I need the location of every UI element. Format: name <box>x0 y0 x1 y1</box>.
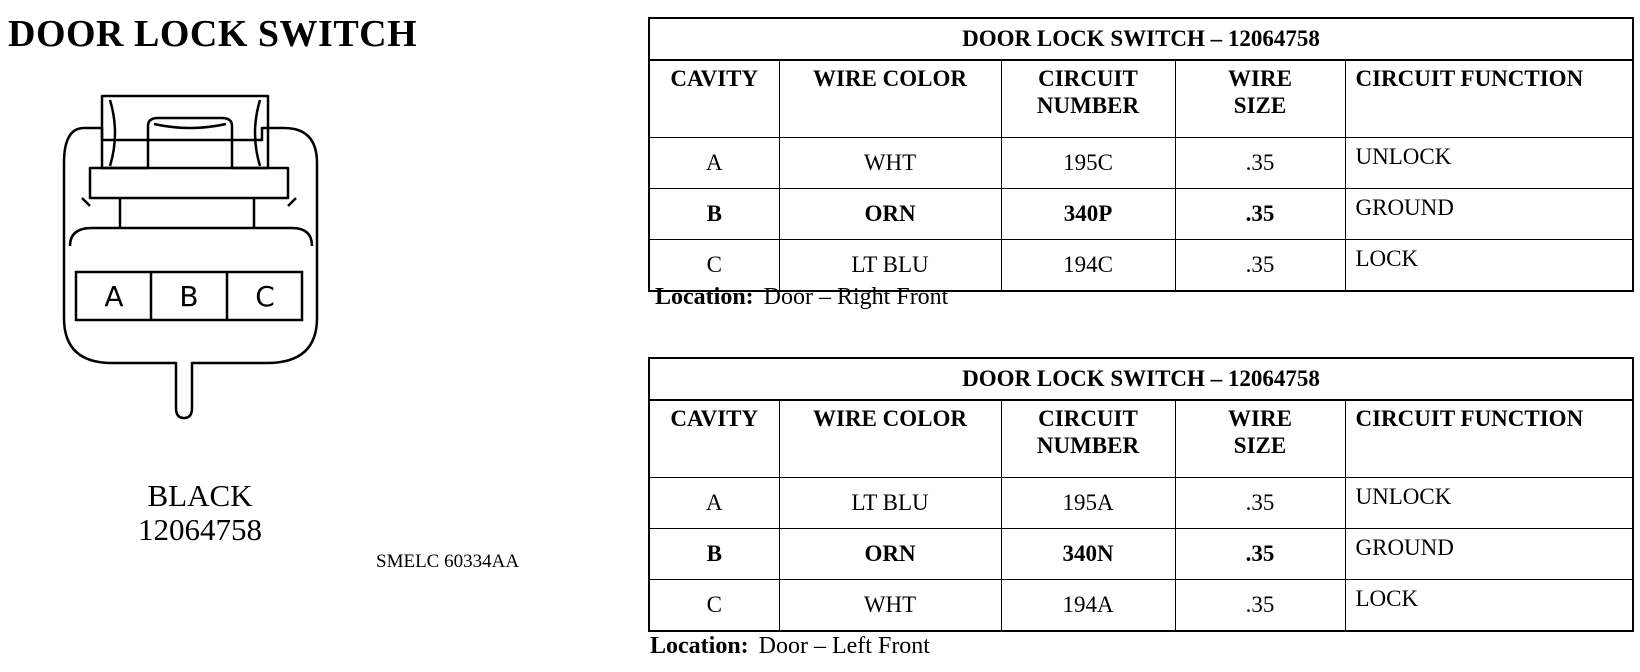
cell-wire-size: .35 <box>1175 189 1345 240</box>
header-wire-size: WIRE SIZE <box>1175 400 1345 478</box>
location-left-front <box>650 633 930 660</box>
cell-circuit-number: 195A <box>1001 478 1175 529</box>
table-header-row <box>649 400 1633 478</box>
table-row <box>649 529 1633 580</box>
cavity-label: B <box>179 280 199 313</box>
pinout-table-right-front <box>648 17 1634 292</box>
table-title: DOOR LOCK SWITCH – 12064758 <box>649 18 1633 60</box>
location-value: Door – Left Front <box>758 633 930 659</box>
cell-wire-size: .35 <box>1175 580 1345 632</box>
cell-wire-color: ORN <box>779 189 1001 240</box>
header-cavity: CAVITY <box>649 400 779 478</box>
table-row <box>649 189 1633 240</box>
pinout-table-left-front <box>648 357 1634 632</box>
cell-wire-color: LT BLU <box>779 478 1001 529</box>
cell-circuit-number: 195C <box>1001 138 1175 189</box>
cell-circuit-function: LOCK <box>1345 580 1633 632</box>
page-title: DOOR LOCK SWITCH <box>8 13 418 55</box>
header-wire-color: WIRE COLOR <box>779 60 1001 138</box>
cell-wire-color: WHT <box>779 138 1001 189</box>
header-circuit-number: CIRCUIT NUMBER <box>1001 60 1175 138</box>
cell-cavity: C <box>649 240 779 292</box>
cavity-label: C <box>255 280 275 313</box>
connector-caption <box>50 479 350 547</box>
cell-wire-size: .35 <box>1175 240 1345 292</box>
figure-code: SMELC 60334AA <box>376 551 520 572</box>
cell-circuit-function: UNLOCK <box>1345 138 1633 189</box>
location-right-front <box>655 284 948 311</box>
cell-circuit-function: GROUND <box>1345 189 1633 240</box>
latch <box>102 96 268 168</box>
cell-wire-color: LT BLU <box>779 240 1001 292</box>
header-circuit-function: CIRCUIT FUNCTION <box>1345 60 1633 138</box>
cell-wire-size: .35 <box>1175 478 1345 529</box>
table-row <box>649 138 1633 189</box>
cavity-label: A <box>104 280 124 313</box>
cell-cavity: A <box>649 478 779 529</box>
cell-circuit-number: 340N <box>1001 529 1175 580</box>
header-cavity: CAVITY <box>649 60 779 138</box>
cell-circuit-number: 194A <box>1001 580 1175 632</box>
cell-wire-size: .35 <box>1175 138 1345 189</box>
location-label: Location: <box>650 633 749 659</box>
cell-circuit-number: 194C <box>1001 240 1175 292</box>
cell-cavity: B <box>649 189 779 240</box>
cell-cavity: B <box>649 529 779 580</box>
header-circuit-number: CIRCUIT NUMBER <box>1001 400 1175 478</box>
connector-part-number: 12064758 <box>138 512 262 547</box>
location-label: Location: <box>655 284 754 310</box>
location-value: Door – Right Front <box>763 284 949 310</box>
header-wire-size: WIRE SIZE <box>1175 60 1345 138</box>
cell-cavity: C <box>649 580 779 632</box>
cell-circuit-function: GROUND <box>1345 529 1633 580</box>
cell-circuit-number: 340P <box>1001 189 1175 240</box>
ledge <box>90 168 288 198</box>
cell-circuit-function: LOCK <box>1345 240 1633 292</box>
connector-diagram <box>62 88 324 440</box>
cell-wire-size: .35 <box>1175 529 1345 580</box>
cell-wire-color: WHT <box>779 580 1001 632</box>
cell-wire-color: ORN <box>779 529 1001 580</box>
table-header-row <box>649 60 1633 138</box>
table-row <box>649 478 1633 529</box>
cell-circuit-function: UNLOCK <box>1345 478 1633 529</box>
table-row <box>649 580 1633 632</box>
table-title: DOOR LOCK SWITCH – 12064758 <box>649 358 1633 400</box>
header-wire-color: WIRE COLOR <box>779 400 1001 478</box>
header-circuit-function: CIRCUIT FUNCTION <box>1345 400 1633 478</box>
connector-color: BLACK <box>147 478 253 513</box>
cell-cavity: A <box>649 138 779 189</box>
